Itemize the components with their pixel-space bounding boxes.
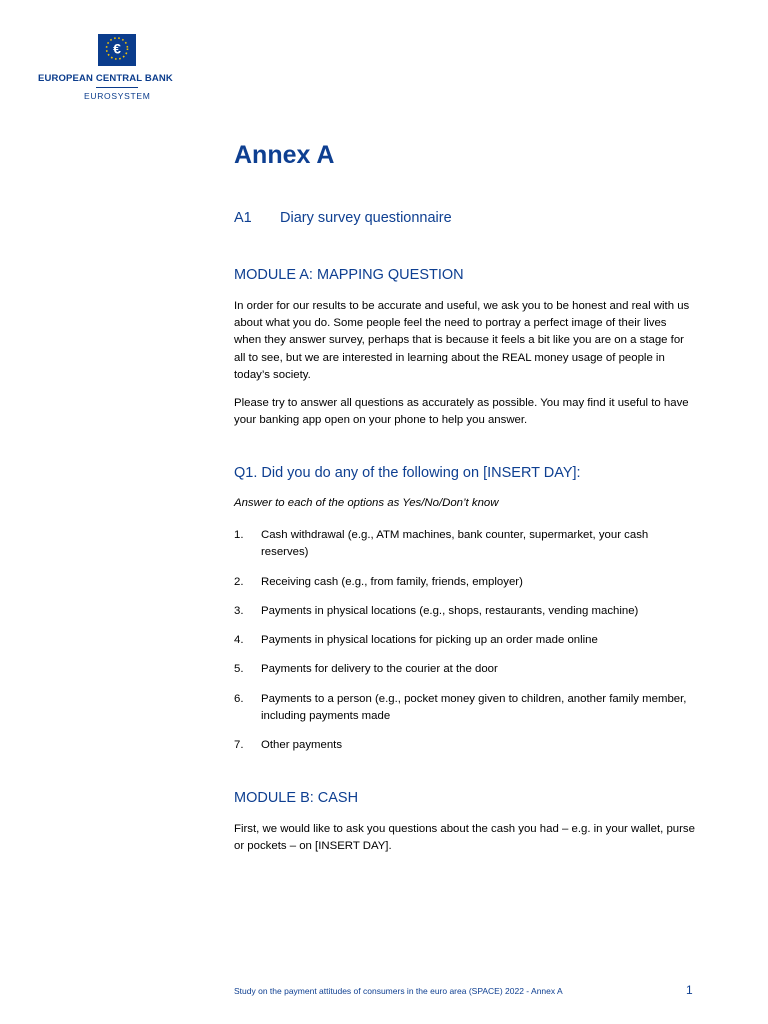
list-item-number: 3. bbox=[234, 605, 244, 617]
module-a-heading: MODULE A: MAPPING QUESTION bbox=[234, 267, 464, 283]
list-item-number: 4. bbox=[234, 634, 244, 646]
list-item-text: Cash withdrawal (e.g., ATM machines, bank counter, supermarket, your cash reserves) bbox=[261, 529, 649, 559]
module-a-paragraph-2: Please try to answer all questions as accurately as possible. You may find it useful to have your banking app open on your phone to help you answer. bbox=[234, 397, 689, 427]
list-item-text: Payments to a person (e.g., pocket money given to children, another family member, including payments made bbox=[261, 693, 687, 723]
list-item-number: 2. bbox=[234, 576, 244, 588]
footer-text: Study on the payment attitudes of consumers in the euro area (SPACE) 2022 - Annex A bbox=[234, 986, 563, 996]
ecb-logo bbox=[38, 34, 198, 104]
list-item-number: 7. bbox=[234, 739, 244, 751]
logo-organisation-name: EUROPEAN CENTRAL BANK bbox=[38, 73, 173, 84]
logo-subtitle: EUROSYSTEM bbox=[84, 91, 151, 101]
module-b-paragraph: First, we would like to ask you questions about the cash you had – e.g. in your wallet, purse or pockets – on [INSERT DAY]. bbox=[234, 823, 695, 853]
list-item-number: 6. bbox=[234, 693, 244, 705]
logo-divider bbox=[96, 87, 138, 88]
euro-star-logo-icon bbox=[98, 34, 136, 66]
section-number: A1 bbox=[234, 210, 252, 226]
q1-heading: Q1. Did you do any of the following on [INSERT DAY]: bbox=[234, 465, 581, 481]
list-item-text: Payments in physical locations (e.g., shops, restaurants, vending machine) bbox=[261, 605, 639, 617]
module-b-heading: MODULE B: CASH bbox=[234, 790, 359, 806]
list-item-text: Payments in physical locations for picking up an order made online bbox=[261, 634, 598, 646]
annex-title: Annex A bbox=[234, 141, 335, 169]
svg-text:€: € bbox=[113, 40, 121, 57]
q1-instruction: Answer to each of the options as Yes/No/Don’t know bbox=[234, 497, 499, 509]
list-item-text: Other payments bbox=[261, 739, 343, 751]
list-item-text: Receiving cash (e.g., from family, friends, employer) bbox=[261, 576, 523, 588]
list-item-number: 5. bbox=[234, 663, 244, 675]
list-item-text: Payments for delivery to the courier at the door bbox=[261, 663, 498, 675]
list-item-number: 1. bbox=[234, 529, 244, 541]
section-title: Diary survey questionnaire bbox=[280, 210, 452, 226]
module-a-paragraph-1: In order for our results to be accurate and useful, we ask you to be honest and real with us about what you do. Some people feel the need to portray a perfect image of their lives when they answer survey, perhaps that is because it feels a bit like you are on a stage for all to see, but we are interested in learning about the REAL money usage of people in today’s society. bbox=[234, 300, 690, 381]
page-number: 1 bbox=[686, 983, 693, 997]
